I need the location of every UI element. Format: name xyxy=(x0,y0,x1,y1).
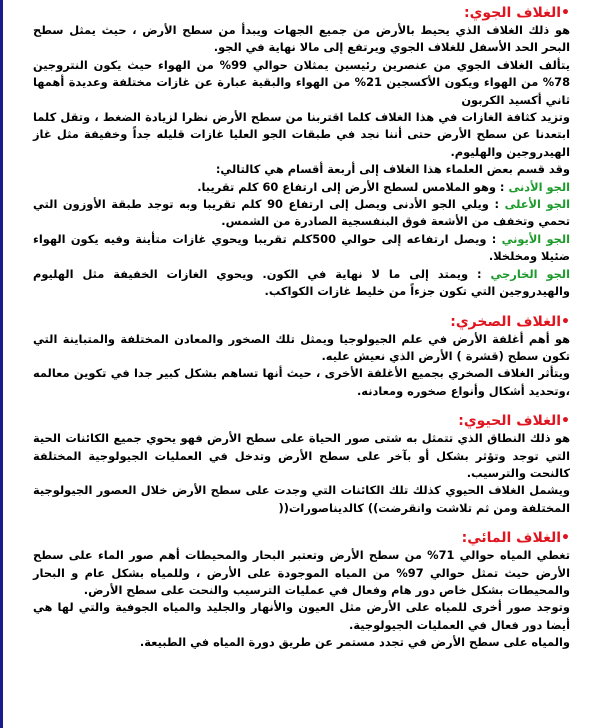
paragraph: هو ذلك الغلاف الذي يحيط بالأرض من جميع الجهات ويبدأ من سطح الأرض ، حيث يمثل سطح البحر الحد الأسفل للغلاف الجوي ويرتفع إلى مالا نهاية في الجو. xyxy=(33,23,570,55)
paragraph: والمياه على سطح الأرض في تجدد مستمر عن طريق دورة المياه في الطبيعة. xyxy=(139,635,570,650)
section-spacer xyxy=(33,400,570,410)
layer-name: الجو الأدنى xyxy=(508,179,570,194)
layer-text: : ويلي الجو الأدنى ويصل إلى ارتفاع 90 كلم تقريبا وبه توجد طبقة الأوزون التي تحمي وتخفف من الأشعة فوق البنفسجية الصادرة من الشمس. xyxy=(33,197,570,229)
paragraph: وقد قسم بعض العلماء هذا الغلاف إلى أربعة أقسام هي كالتالي: xyxy=(215,162,570,177)
layer-item xyxy=(33,196,570,231)
section-heading: •الغلاف الحيوي: xyxy=(458,413,570,430)
paragraph: ويشمل الغلاف الحيوي كذلك تلك الكائنات التي وجدت على سطح الأرض خلال العصور الجيولوجية المختلفة ومن ثم تلاشت وانقرضت)) كالديناصورات(( xyxy=(33,483,570,515)
layer-text: : ويمتد إلى ما لا نهاية في الكون. ويحوي الغازات الخفيفة مثل الهليوم والهيدروجين التي تكون جزءاً من خليط غازات الكواكب. xyxy=(33,266,570,299)
layer-name: الجو الأعلى xyxy=(504,197,571,212)
paragraph: ويتأثر الغلاف الصخري بجميع الأغلفة الأخرى ، حيث أنها تساهم بشكل كبير جدا في تكوين معالمه ،وتحديد أشكال وأنواع صخوره ومعادنه. xyxy=(33,366,570,398)
layer-item xyxy=(33,231,570,266)
section-spacer xyxy=(33,517,570,527)
layer-item xyxy=(33,266,570,301)
section-lithosphere xyxy=(33,311,570,401)
section-spacer xyxy=(33,301,570,311)
section-hydrosphere xyxy=(33,527,570,651)
section-biosphere xyxy=(33,410,570,517)
section-heading: •الغلاف الجوي: xyxy=(463,5,570,21)
section-heading: •الغلاف المائي: xyxy=(461,530,570,547)
paragraph: تغطي المياه حوالي 71% من سطح الأرض وتعتبر البحار والمحيطات أهم صور الماء على سطح الأرض حيث تمثل حوالي 97% من المياه الموجودة على الأرض ، وللمياه بشكل عام و البحار والمحيطات بشكل خاص دور هام وفعال في عمليات الترسيب والنحت على سطح الأرض. xyxy=(33,548,570,597)
layer-item xyxy=(33,179,570,196)
section-heading: •الغلاف الصخري: xyxy=(450,313,570,330)
layer-text: : وهو الملامس لسطح الأرض إلى ارتفاع 60 كلم تقريبا. xyxy=(197,179,509,194)
layer-name: الجو الخارجي xyxy=(490,266,570,281)
section-title: الغلاف الجوي: xyxy=(463,5,562,21)
paragraph: هو أهم أغلفة الأرض في علم الجيولوجيا ويمثل تلك الصخور والمعادن المختلفة والمتباينة التي تكون سطح (قشرة ) الأرض الذي نعيش عليه. xyxy=(33,331,570,363)
section-title: الغلاف المائي: xyxy=(461,530,562,547)
section-title: الغلاف الحيوي: xyxy=(458,413,562,430)
layer-text: : ويصل ارتفاعه إلى حوالي 500كلم تقريبا ويحوي غازات متأينة وفيه يكون الهواء ضئيلا ومخلخلا. xyxy=(33,231,570,264)
paragraph: وتوجد صور أخرى للمياه على الأرض مثل العيون والأنهار والجليد والمياه الجوفية والتي لها هي أيضا دور فعال في العمليات الجيولوجية. xyxy=(33,600,570,632)
paragraph: يتألف الغلاف الجوي من عنصرين رئيسين يمثلان حوالي 99% من الهواء حيث يكون النتروجين 78% من الهواء ويكون الأكسجين 21% من الهواء والبقية عبارة عن غازات مختلفة وعديدة أهمها ثاني أكسيد الكربون xyxy=(33,57,570,107)
section-atmosphere xyxy=(33,2,570,301)
layer-name: الجو الأيوني xyxy=(501,231,571,246)
section-title: الغلاف الصخري: xyxy=(450,313,562,330)
paragraph: وتزيد كثافة الغازات في هذا الغلاف كلما اقتربنا من سطح الأرض نظرا لزيادة الضغط ، وتقل كلما ابتعدنا عن سطح الأرض حتى أننا نجد في طبقات الجو العليا غازات قليله جداً وخفيفة مثل غاز الهيدروجين والهليوم. xyxy=(33,110,570,159)
paragraph: هو ذلك النطاق الذي تتمثل به شتى صور الحياة على سطح الأرض فهو يحوي جميع الكائنات الحية التي توجد وتؤثر بشكل أو بآخر على سطح الأرض وتدخل في العمليات الجيولوجية المختلفة كالنحت والترسيب. xyxy=(33,431,570,480)
